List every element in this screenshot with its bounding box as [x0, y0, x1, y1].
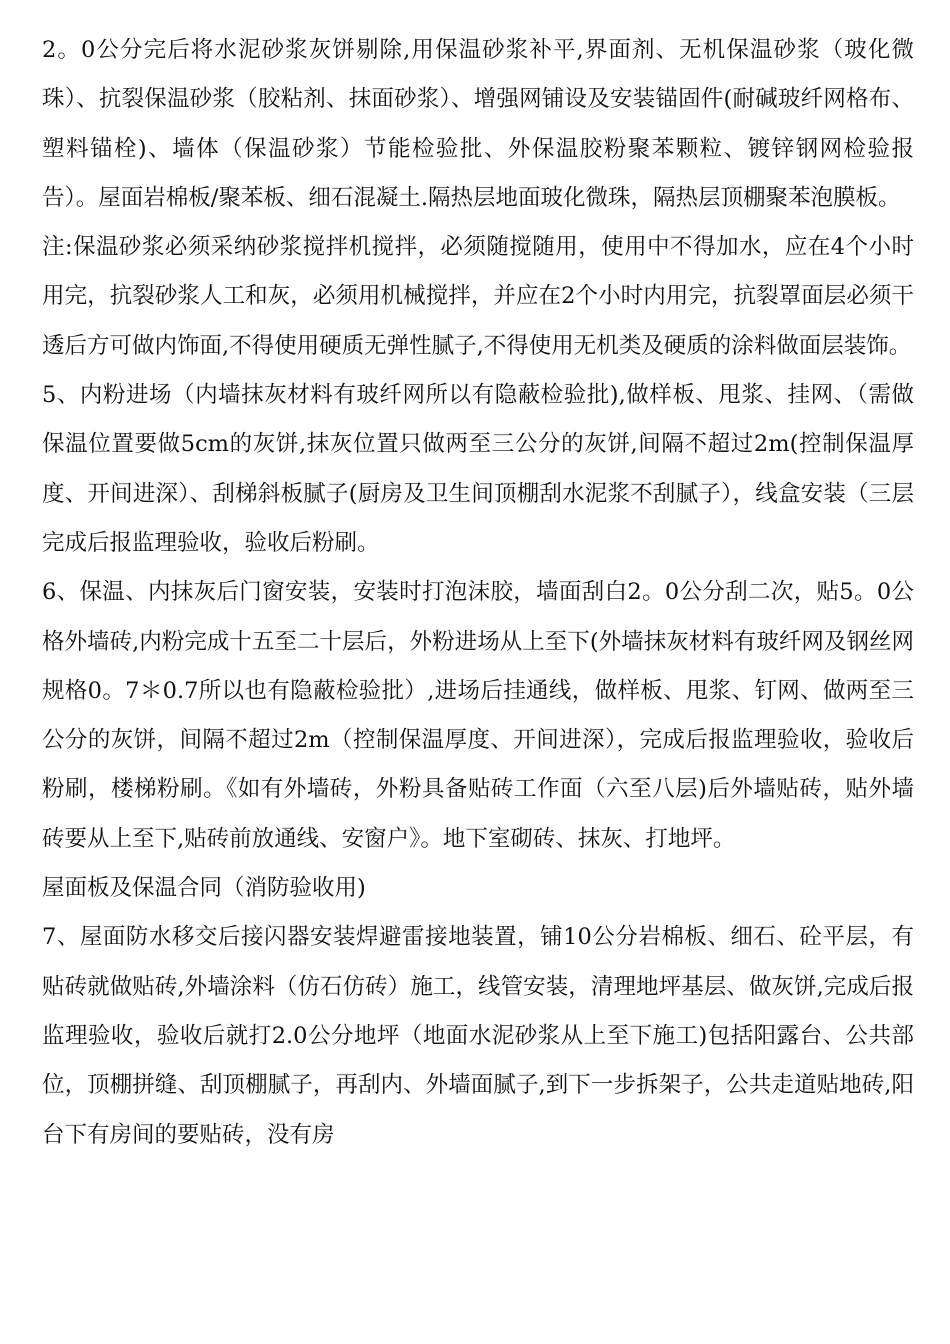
paragraph-step-6-doors-windows: 6、保温、内抹灰后门窗安装，安装时打泡沫胶，墙面刮白2。0公分刮二次，贴5。0公格外墙砖,内粉完成十五至二十层后，外粉进场从上至下(外墙抹灰材料有玻纤网及钢丝网规格0。7＊0.7所以也有隐蔽检验批）,进场后挂通线，做样板、甩浆、钉网、做两至三公分的灰饼，间隔不超过2m（控制保温厚度、开间进深），完成后报监理验收，验收后粉刷，楼梯粉刷。《如有外墙砖，外粉具备贴砖工作面（六至八层)后外墙贴砖，贴外墙砖要从上至下,贴砖前放通线、安窗户》。地下室砌砖、抹灰、打地坪。	[42, 579, 914, 852]
paragraph-insulation-materials: 2。0公分完后将水泥砂浆灰饼剔除,用保温砂浆补平,界面剂、无机保温砂浆（玻化微珠）、抗裂保温砂浆（胶粘剂、抹面砂浆）、增强网铺设及安装锚固件(耐碱玻纤网格布、塑料锚栓)、墙体（保温砂浆）节能检验批、外保温胶粉聚苯颗粒、镀锌钢网检验报告）。屋面岩棉板/聚苯板、细石混凝土.隔热层地面玻化微珠，隔热层顶棚聚苯泡膜板。	[42, 37, 914, 211]
paragraph-step-7-roof: 7、屋面防水移交后接闪器安装焊避雷接地装置，铺10公分岩棉板、细石、砼平层，有贴砖就做贴砖,外墙涂料（仿石仿砖）施工，线管安装，清理地坪基层、做灰饼,完成后报监理验收，验收后就打2.0公分地坪（地面水泥砂浆从上至下施工)包括阳露台、公共部位，顶棚拼缝、刮顶棚腻子，再刮内、外墙面腻子,到下一步拆架子，公共走道贴地砖,阳台下有房间的要贴砖，没有房	[42, 924, 914, 1148]
paragraph-note-mortar: 注:保温砂浆必须采纳砂浆搅拌机搅拌，必须随搅随用，使用中不得加水，应在4个小时用完，抗裂砂浆人工和灰，必须用机械搅拌，并应在2个小时内用完，抗裂罩面层必须干透后方可做内饰面,不得使用硬质无弹性腻子,不得使用无机类及硬质的涂料做面层装饰。	[42, 234, 914, 359]
paragraph-roof-contract: 屋面板及保温合同（消防验收用)	[42, 875, 366, 902]
paragraph-step-5-interior-plaster: 5、内粉进场（内墙抹灰材料有玻纤网所以有隐蔽检验批),做样板、甩浆、挂网、（需做保温位置要做5cm的灰饼,抹灰位置只做两至三公分的灰饼,间隔不超过2m(控制保温厚度、开间进深）、刮梯斜板腻子(厨房及卫生间顶棚刮水泥浆不刮腻子），线盒安装（三层完成后报监理验收，验收后粉刷。	[42, 382, 914, 556]
